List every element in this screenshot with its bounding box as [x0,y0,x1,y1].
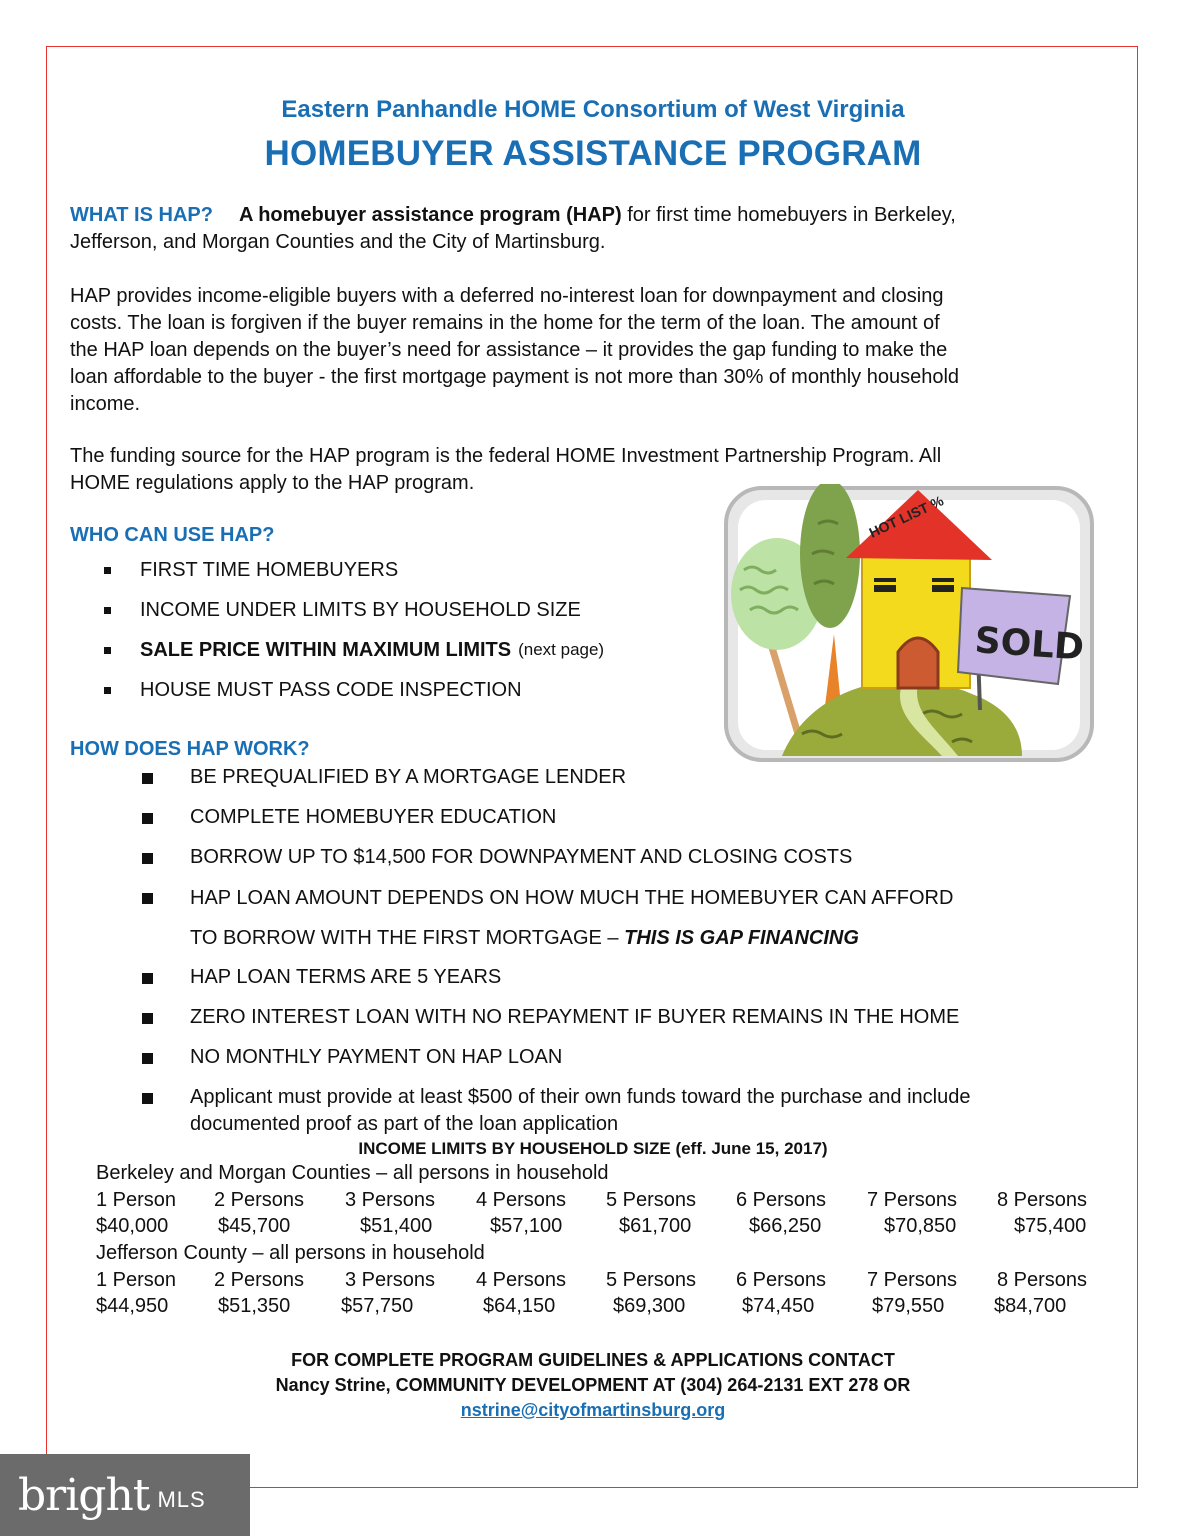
household-size: 3 Persons [345,1269,436,1291]
list-item: NO MONTHLY PAYMENT ON HAP LOAN [140,1044,970,1084]
roof-text: HOT LIST % [866,492,946,541]
description-line: loan affordable to the buyer - the first mortgage payment is not more than 30% of monthly household [70,366,960,388]
next-page-note: (next page) [518,640,605,659]
list-item: Applicant must provide at least $500 of their own funds toward the purchase and include documented proof as part of the loan application [140,1084,970,1138]
household-size: 1 Person [96,1269,177,1291]
how-does-hap-work-heading: HOW DOES HAP WORK? [70,738,310,760]
bullet-icon [142,893,153,904]
jefferson-income-value: $44,950 [96,1295,169,1317]
bullet-icon [104,647,111,654]
jefferson-income-value: $57,750 [341,1295,414,1317]
berkeley-income-value: $40,000 [96,1215,169,1237]
bullet-icon [104,607,111,614]
household-size: 5 Persons [606,1269,697,1291]
list-item: ZERO INTEREST LOAN WITH NO REPAYMENT IF BUYER REMAINS IN THE HOME [140,1004,970,1044]
list-item: BE PREQUALIFIED BY A MORTGAGE LENDER [140,764,970,804]
hap-definition-rest: for first time homebuyers in Berkeley, [621,204,956,226]
gap-financing-emphasis: THIS IS GAP FINANCING [624,927,859,949]
jefferson-income-value: $79,550 [872,1295,945,1317]
org-title: Eastern Panhandle HOME Consortium of West Virginia [281,96,905,123]
bullet-icon [104,567,111,574]
household-size: 7 Persons [867,1269,958,1291]
funding-line: The funding source for the HAP program is the federal HOME Investment Partnership Program. All [70,445,942,467]
list-item: INCOME UNDER LIMITS BY HOUSEHOLD SIZE [104,590,604,630]
who-can-use-heading: WHO CAN USE HAP? [70,524,275,546]
household-size: 7 Persons [867,1189,958,1211]
jefferson-income-value: $69,300 [613,1295,686,1317]
household-size: 4 Persons [476,1269,567,1291]
bullet-icon [142,773,153,784]
berkeley-income-value: $66,250 [749,1215,822,1237]
bright-mls-watermark [0,1454,250,1536]
household-size: 8 Persons [997,1189,1088,1211]
household-size: 1 Person [96,1189,177,1211]
description-line: costs. The loan is forgiven if the buyer remains in the home for the term of the loan. The amount of [70,312,940,334]
income-limits-heading: INCOME LIMITS BY HOUSEHOLD SIZE (eff. June 15, 2017) [358,1139,828,1158]
jefferson-income-value: $84,700 [994,1295,1067,1317]
list-item: FIRST TIME HOMEBUYERS [104,550,604,590]
list-item: SALE PRICE WITHIN MAXIMUM LIMITS (next page) [104,630,604,670]
jefferson-income-value: $64,150 [483,1295,556,1317]
berkeley-income-value: $75,400 [1014,1215,1087,1237]
household-size: 5 Persons [606,1189,697,1211]
berkeley-income-value: $57,100 [490,1215,563,1237]
berkeley-income-value: $51,400 [360,1215,433,1237]
household-size: 2 Persons [214,1189,305,1211]
berkeley-morgan-label: Berkeley and Morgan Counties – all persons in household [96,1162,609,1184]
description-line: income. [70,393,141,415]
hap-definition-line2: Jefferson, and Morgan Counties and the City of Martinsburg. [70,231,606,253]
bullet-icon [142,853,153,864]
description-line: HAP provides income-eligible buyers with a deferred no-interest loan for downpayment and closing [70,285,944,307]
watermark-suffix: MLS [157,1487,206,1512]
what-is-hap-section [70,202,1118,256]
hap-definition-bold: A homebuyer assistance program (HAP) [238,204,622,226]
bullet-icon [142,973,153,984]
household-size: 8 Persons [997,1269,1088,1291]
watermark-brand: bright [18,1469,150,1521]
berkeley-income-value: $45,700 [218,1215,291,1237]
berkeley-income-value: $70,850 [884,1215,957,1237]
funding-line: HOME regulations apply to the HAP program. [70,472,475,494]
hap-description [70,283,1118,418]
jefferson-income-value: $74,450 [742,1295,815,1317]
contact-line-2: Nancy Strine, COMMUNITY DEVELOPMENT AT (304) 264-2131 EXT 278 OR [275,1375,911,1395]
list-item: HOUSE MUST PASS CODE INSPECTION [104,670,604,710]
what-is-hap-heading: WHAT IS HAP? [70,204,213,226]
household-size: 2 Persons [214,1269,305,1291]
bullet-icon [142,813,153,824]
list-item: HAP LOAN TERMS ARE 5 YEARS [140,964,970,1004]
household-size: 3 Persons [345,1189,436,1211]
list-item: COMPLETE HOMEBUYER EDUCATION [140,804,970,844]
sold-sign-text: SOLD [973,620,1086,669]
household-size: 6 Persons [736,1269,827,1291]
bullet-icon [104,687,111,694]
bullet-icon [142,1013,153,1024]
jefferson-label: Jefferson County – all persons in household [96,1242,485,1264]
how-list [140,764,970,1138]
contact-line-1: FOR COMPLETE PROGRAM GUIDELINES & APPLICATIONS CONTACT [291,1350,895,1370]
who-list [104,550,604,710]
berkeley-income-value: $61,700 [619,1215,692,1237]
bullet-icon [142,1053,153,1064]
house-sold-clipart [722,484,1098,766]
household-size: 4 Persons [476,1189,567,1211]
program-title: HOMEBUYER ASSISTANCE PROGRAM [264,134,922,173]
bullet-icon [142,1093,153,1104]
list-item: BORROW UP TO $14,500 FOR DOWNPAYMENT AND CLOSING COSTS [140,844,970,884]
household-size: 6 Persons [736,1189,827,1211]
jefferson-income-value: $51,350 [218,1295,291,1317]
list-item: HAP LOAN AMOUNT DEPENDS ON HOW MUCH THE HOMEBUYER CAN AFFORD TO BORROW WITH THE FIRST MORTGAGE – THIS IS GAP FINANCING [140,884,970,964]
contact-email-link[interactable]: nstrine@cityofmartinsburg.org [460,1400,726,1420]
description-line: the HAP loan depends on the buyer’s need for assistance – it provides the gap funding to make the [70,339,948,361]
